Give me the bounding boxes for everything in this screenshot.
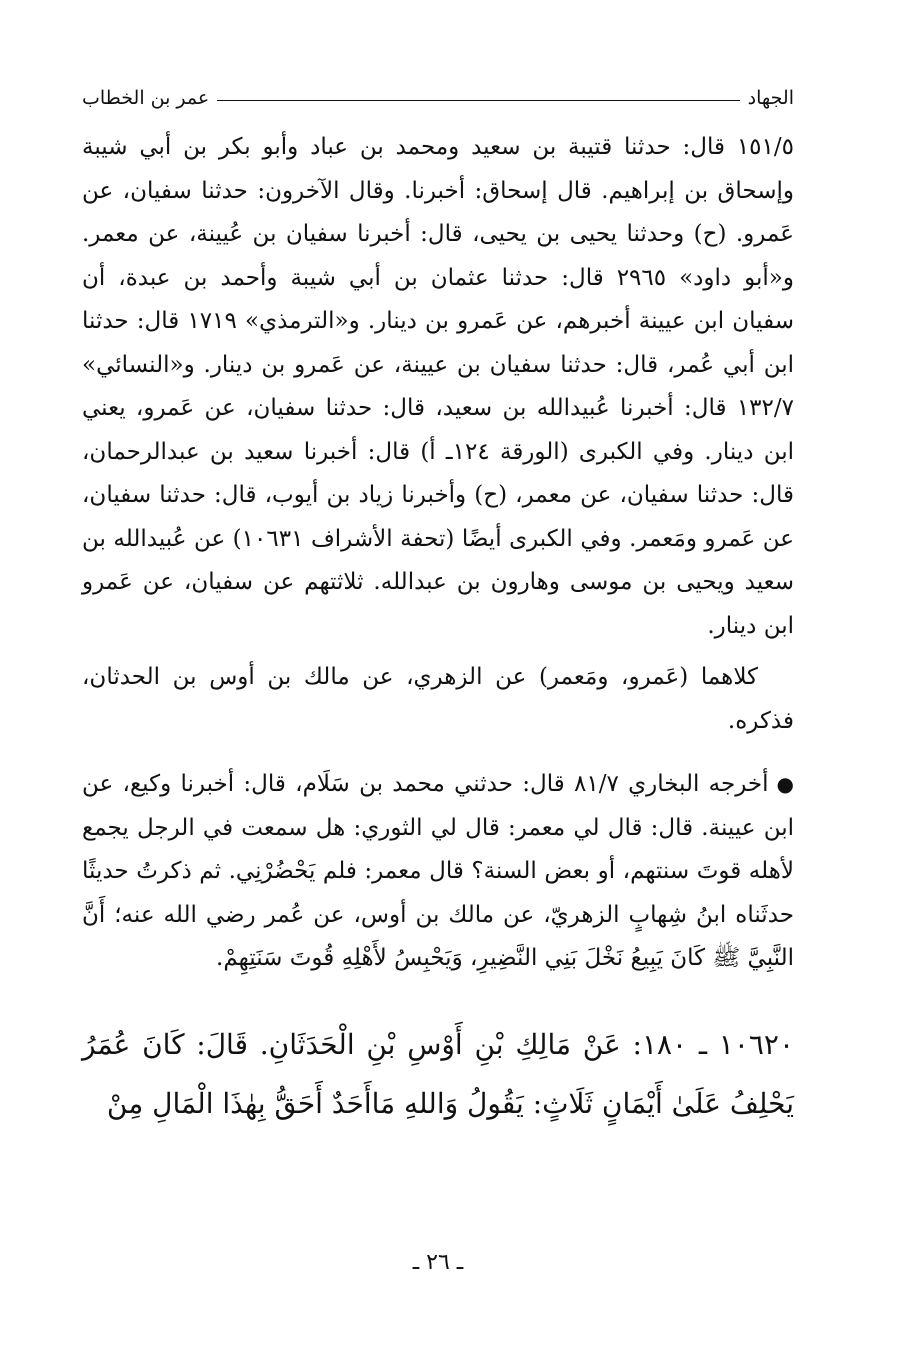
paragraph-conclusion: كلاهما (عَمرو، ومَعمر) عن الزهري، عن مالك بن أوس بن الحدثان، فذكره. bbox=[82, 664, 794, 734]
header-rule bbox=[217, 100, 739, 101]
header-chapter: الجهاد bbox=[747, 87, 794, 109]
paragraph-takhrij bbox=[82, 763, 794, 981]
header-musnad: عمر بن الخطاب bbox=[82, 87, 210, 109]
hadith-text bbox=[82, 1015, 794, 1133]
page-number: ـ ٢٦ ـ bbox=[412, 1250, 464, 1275]
takhrij-text: أخرجه البخاري ٨١/٧ قال: حدثني محمد بن سَلَام، قال: أخبرنا وكيع، عن ابن عيينة. قال: قال لي معمر: قال لي الثوري: هل سمعت في الرجل يجمع لأهله قوتَ سنتهم، أو بعض السنة؟ قال معمر: فلم يَحْضُرْنِي. ثم ذكرتُ حديثًا حدثَناه ابنُ شِهابٍ الزهريّ، عن مالك بن أوس، عن عُمر رضي الله عنه؛ أَنَّ النَّبِيَّ ﷺ كَانَ يَبِيعُ نَخْلَ بَنِي النَّضِيرِ، وَيَحْبِسُ لأَهْلِهِ قُوتَ سَنَتِهِمْ. bbox=[82, 771, 794, 971]
paragraph-sources: ١٥١/٥ قال: حدثنا قتيبة بن سعيد ومحمد بن عباد وأبو بكر بن أبي شيبة وإسحاق بن إبراهيم. قال إسحاق: أخبرنا. وقال الآخرون: حدثنا سفيان، عن عَمرو. (ح) وحدثنا يحيى بن يحيى، قال: أخبرنا سفيان بن عُيينة، عن معمر. و«أبو داود» ٢٩٦٥ قال: حدثنا عثمان بن أبي شيبة وأحمد بن عبدة، أن سفيان ابن عيينة أخبرهم، عن عَمرو بن دينار. و«الترمذي» ١٧١٩ قال: حدثنا ابن أبي عُمر، قال: حدثنا سفيان بن عيينة، عن عَمرو بن دينار. و«النسائي» ١٣٢/٧ قال: أخبرنا عُبيدالله بن سعيد، قال: حدثنا سفيان، عن عَمرو، يعني ابن دينار. وفي الكبرى (الورقة ١٢٤ـ أ) قال: أخبرنا سعيد بن عبدالرحمان، قال: حدثنا سفيان، عن معمر، (ح) وأخبرنا زياد بن أيوب، قال: حدثنا سفيان، عن عَمرو ومَعمر. وفي الكبرى أيضًا (تحفة الأشراف ١٠٦٣١) عن عُبيدالله بن سعيد ويحيى بن موسى وهارون بن عبدالله. ثلاثتهم عن سفيان، عن عَمرو ابن دينار. bbox=[82, 134, 794, 639]
footnote-text bbox=[82, 126, 794, 981]
hadith-paragraph: ١٠٦٢٠ ـ ١٨٠: عَنْ مَالِكِ بْنِ أَوْسِ بْنِ الْحَدَثَانِ. قَالَ: كَانَ عُمَرُ يَحْلِفُ عَلَىٰ أَيْمَانٍ ثَلَاثٍ: يَقُولُ وَاللهِ مَاأَحَدٌ أَحَقُّ بِهٰذَا الْمَالِ مِنْ bbox=[82, 1027, 794, 1120]
bullet-icon: ● bbox=[776, 772, 794, 796]
running-header bbox=[82, 80, 794, 116]
document-page bbox=[82, 80, 794, 1320]
